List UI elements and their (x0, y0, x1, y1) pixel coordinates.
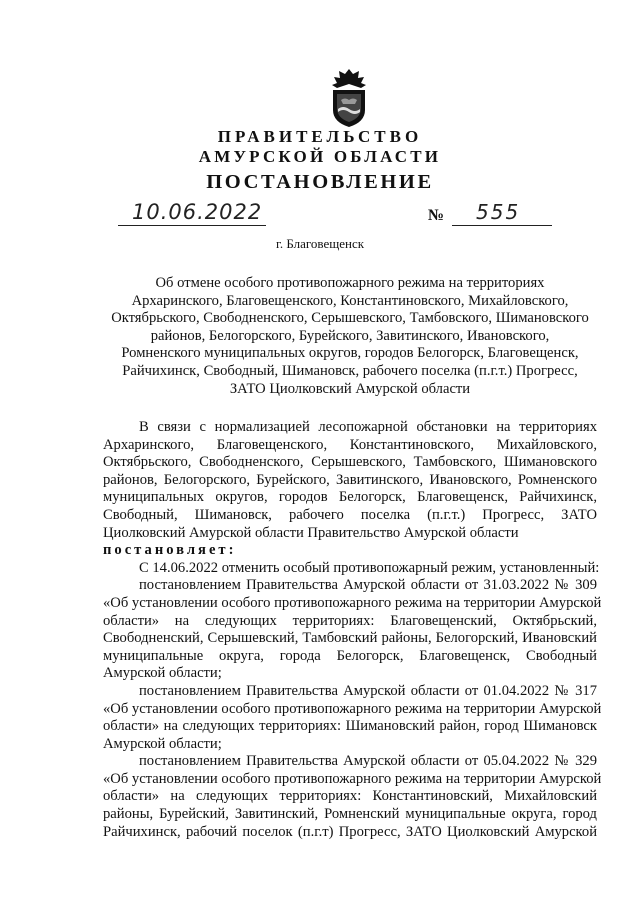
body-line: Циолковский Амурской области Правительство Амурской области (103, 524, 519, 541)
body-line: постановлением Правительства Амурской области от 05.04.2022 № 329 (139, 753, 597, 770)
document-date: 10.06.2022 (132, 200, 263, 224)
body-line: Архаринского, Благовещенского, Константиновского, Михайловского, (103, 436, 597, 453)
body-line: постановлением Правительства Амурской области от 31.03.2022 № 309 (139, 577, 597, 594)
body-line: области» на следующих территориях: Благовещенский, Октябрьский, (103, 612, 597, 629)
body-line: Свободный, Шимановск, рабочего поселка (п.г.т.) Прогресс, ЗАТО (103, 506, 597, 523)
body-line: Амурской области; (103, 735, 222, 752)
title-line: Райчихинск, Свободный, Шимановск, рабочего поселка (п.г.т.) Прогресс, (122, 362, 578, 379)
body-line: области» на следующих территориях: Шимановский район, город Шимановск (103, 718, 597, 735)
body-line: «Об установлении особого противопожарного режима на территории Амурской (103, 594, 602, 611)
region-title: АМУРСКОЙ ОБЛАСТИ (198, 147, 442, 166)
body-line: Амурской области; (103, 665, 222, 682)
body-line: муниципальные округа, города Белогорск, Благовещенск, Свободный (103, 647, 597, 664)
document-number: 555 (476, 200, 521, 224)
title-line: Ромненского муниципальных округов, городов Белогорск, Благовещенск, (121, 345, 579, 362)
title-line: Октябрьского, Свободненского, Серышевского, Тамбовского, Шимановского (111, 310, 589, 327)
title-line: Об отмене особого противопожарного режима на территориях (155, 275, 545, 291)
document-title (100, 275, 600, 398)
resolves-keyword: постановляет: (103, 542, 237, 559)
title-line: районов, Белогорского, Бурейского, Завитинского, Ивановского, (150, 327, 550, 344)
body-line: «Об установлении особого противопожарного режима на территории Амурской (103, 700, 602, 717)
body-line: муниципальных округов, городов Белогорск, Благовещенск, Райчихинск, (103, 489, 597, 506)
city-name: г. Благовещенск (275, 236, 365, 251)
document-body (103, 419, 602, 841)
title-line: Архаринского, Благовещенского, Константиновского, Михайловского, (131, 292, 569, 309)
number-label: № (428, 207, 445, 224)
date-underline (118, 225, 266, 226)
government-title: ПРАВИТЕЛЬСТВО (217, 127, 423, 146)
body-line: Свободненский, Серышевский, Тамбовский районы, Белогорский, Ивановский (103, 630, 597, 647)
body-line: районы, Бурейский, Завитинский, Ромненский муниципальные округа, город (103, 806, 597, 823)
body-line: С 14.06.2022 отменить особый противопожарный режим, установленный: (139, 559, 600, 576)
body-line: В связи с нормализацией лесопожарной обстановки на территориях (139, 419, 597, 435)
number-underline (452, 225, 552, 226)
coat-of-arms-icon (326, 68, 372, 128)
body-line: постановлением Правительства Амурской области от 01.04.2022 № 317 (139, 682, 597, 699)
title-line: ЗАТО Циолковский Амурской области (229, 380, 471, 397)
body-line: Октябрьского, Свободненского, Серышевского, Тамбовского, Шимановского (103, 454, 597, 471)
body-line: «Об установлении особого противопожарного режима на территории Амурской (103, 770, 602, 787)
body-line: Райчихинск, рабочий поселок (п.г.т) Прогресс, ЗАТО Циолковский Амурской (103, 823, 597, 840)
body-line: районов, Белогорского, Бурейского, Завитинского, Ивановского, Ромненского (103, 471, 597, 488)
document-type: ПОСТАНОВЛЕНИЕ (206, 171, 434, 193)
body-line: области» на следующих территориях: Константиновский, Михайловский (103, 788, 597, 805)
